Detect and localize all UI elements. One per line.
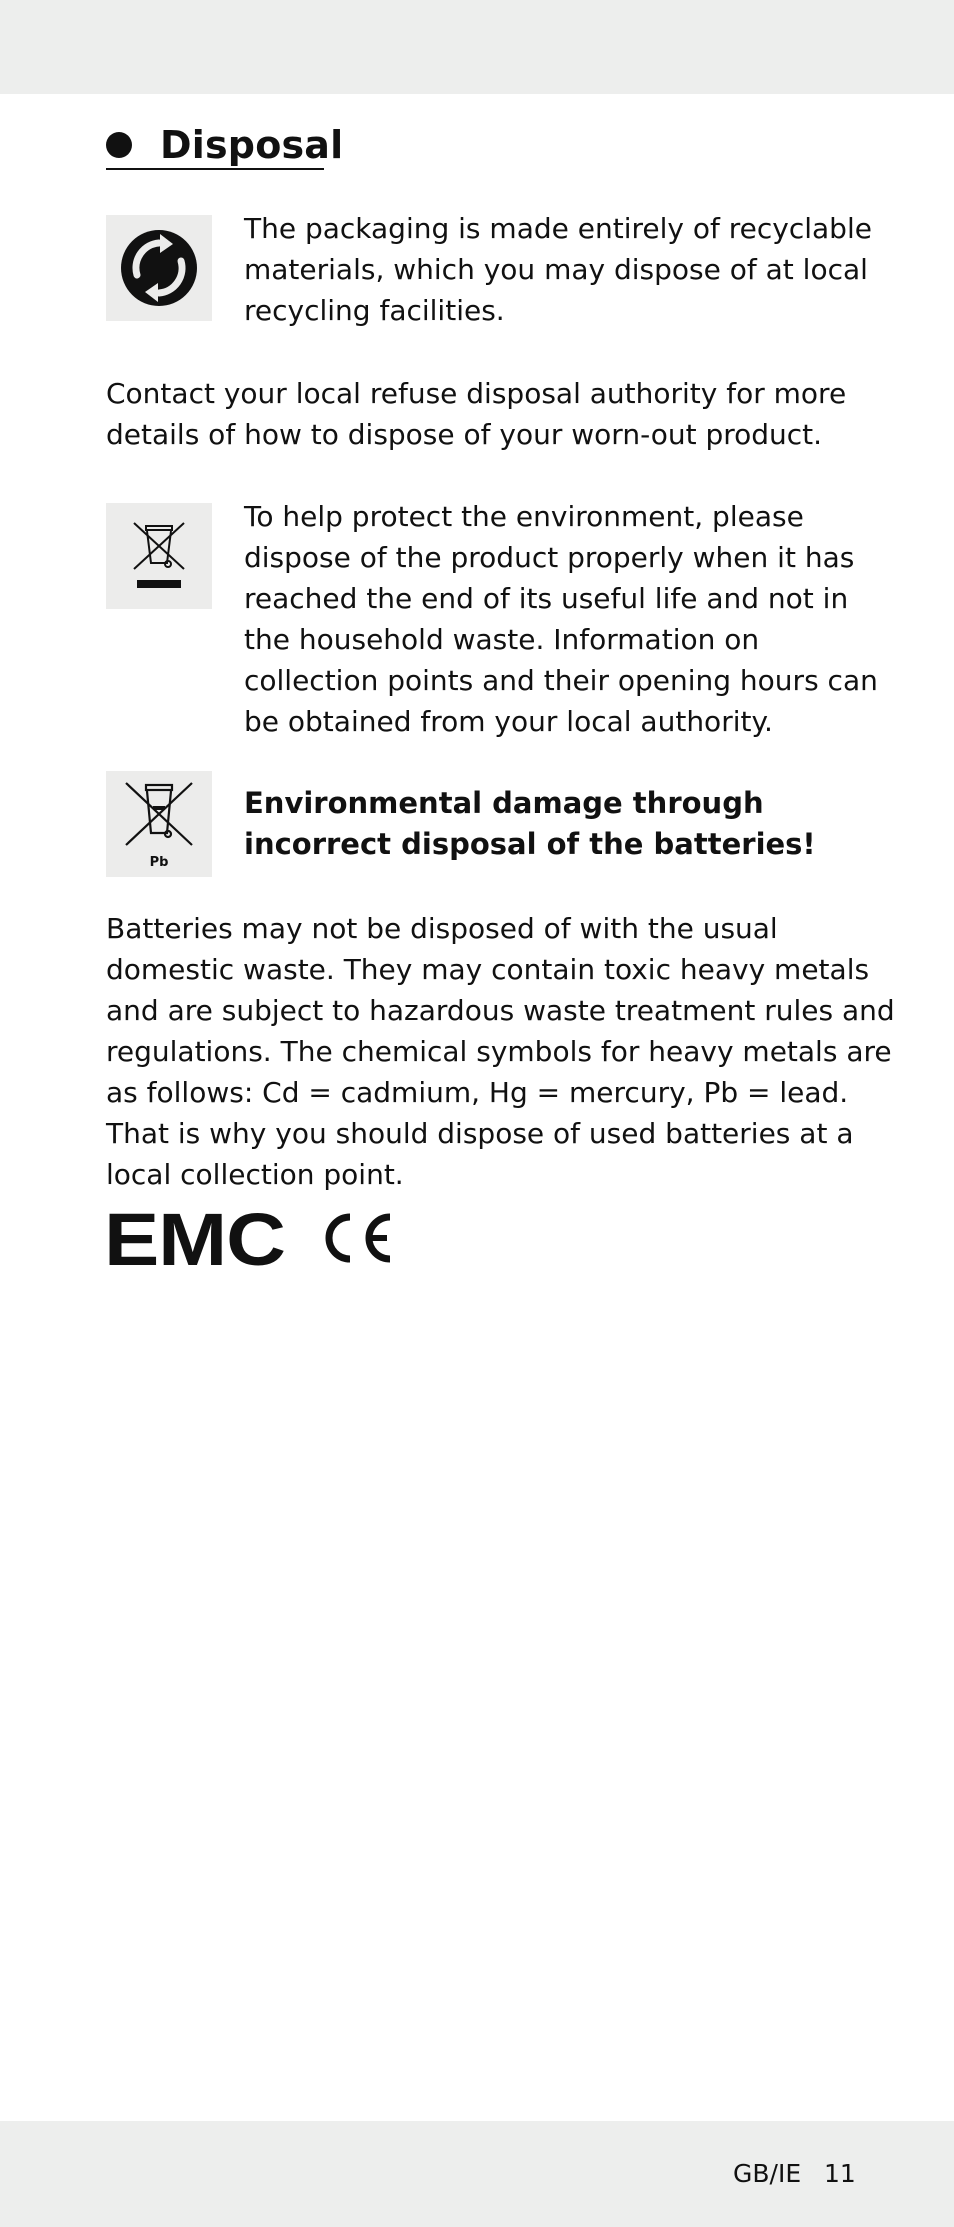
conformity-marks bbox=[104, 1198, 393, 1281]
recycle-icon bbox=[106, 215, 212, 321]
ce-mark-icon bbox=[317, 1208, 393, 1272]
page-top-band bbox=[0, 0, 954, 94]
packaging-text: The packaging is made entirely of recyclable materials, which you may dispose of at local recycling facilities. bbox=[244, 212, 872, 327]
section-heading-text: Disposal bbox=[160, 123, 344, 167]
battery-symbol-label: Pb bbox=[149, 855, 169, 870]
environment-text: To help protect the environment, please dispose of the product properly when it has reached the end of its useful life and not in the household waste. Information on collection points and their opening hours can be obtained from your local authority. bbox=[244, 500, 878, 738]
section-heading bbox=[106, 118, 343, 172]
battery-bin-icon bbox=[106, 771, 212, 877]
heading-bullet bbox=[106, 132, 132, 158]
heading-underline bbox=[106, 168, 324, 170]
page-bottom-band bbox=[0, 2121, 954, 2227]
batteries-text: Batteries may not be disposed of with the usual domestic waste. They may contain toxic heavy metals and are subject to hazardous waste treatment rules and regulations. The chemical symbols for heavy metals are as follows: Cd = cadmium, Hg = mercury, Pb = lead. That is why you should dispose of used batteries at a local collection point. bbox=[106, 912, 895, 1191]
battery-warning-text: Environmental damage through incorrect disposal of the batteries! bbox=[244, 786, 816, 861]
emc-mark: EMC bbox=[104, 1198, 285, 1281]
footer-language: GB/IE bbox=[733, 2159, 802, 2188]
page-number: 11 bbox=[824, 2159, 856, 2188]
contact-text: Contact your local refuse disposal authority for more details of how to dispose of your worn-out product. bbox=[106, 377, 847, 451]
weee-bin-icon bbox=[106, 503, 212, 609]
